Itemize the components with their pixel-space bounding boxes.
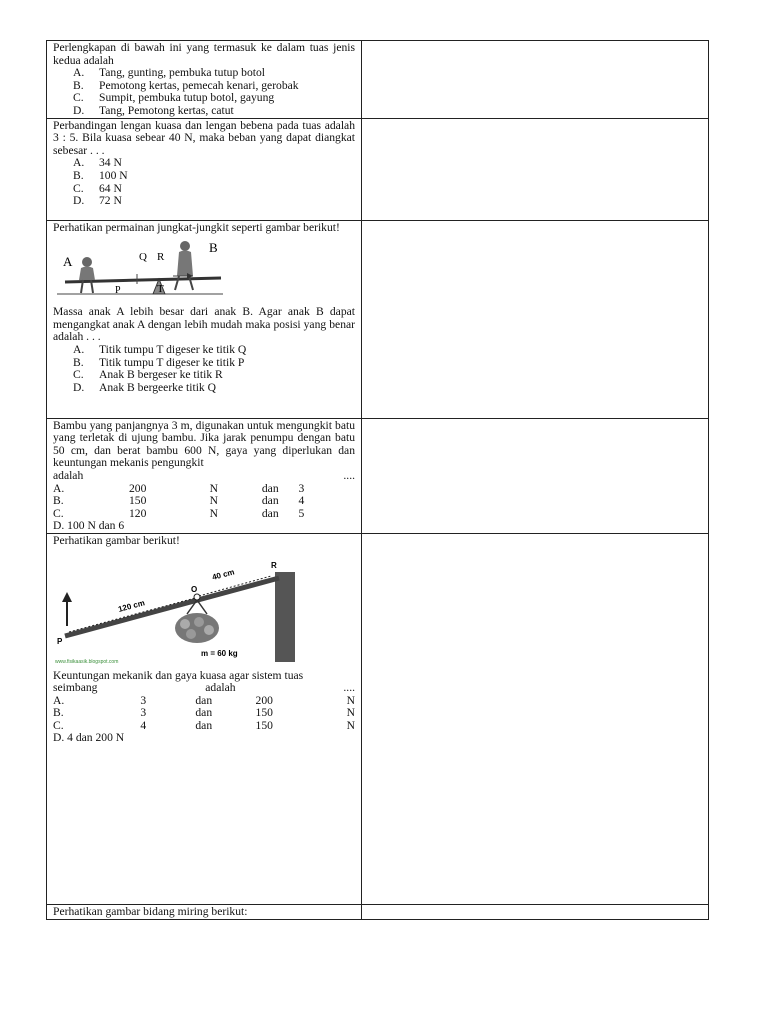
- question-stem-end: [53, 470, 355, 483]
- option-key: D.: [73, 380, 85, 394]
- answer-dots: ....: [343, 468, 355, 482]
- answer-cell[interactable]: [362, 533, 709, 904]
- question-cell: [47, 220, 362, 418]
- option-value: 150: [255, 706, 273, 720]
- mass-label: m = 60 kg: [201, 648, 238, 658]
- option-km: 5: [298, 506, 305, 520]
- option-item: [53, 707, 355, 720]
- answer-dots: ....: [343, 681, 355, 695]
- answer-cell[interactable]: [362, 220, 709, 418]
- option-text: Pemotong kertas, pemecah kenari, gerobak: [99, 78, 299, 92]
- option-text: Tang, gunting, pembuka tutup botol: [99, 66, 265, 80]
- answer-cell[interactable]: [362, 41, 709, 119]
- option-km: 3: [140, 693, 147, 707]
- option-key: B.: [73, 78, 84, 92]
- option-conj: dan: [195, 706, 213, 720]
- option-grid: [53, 483, 355, 533]
- label-r: R: [157, 251, 165, 264]
- option-km: 4: [298, 494, 305, 508]
- label-a: A: [63, 254, 73, 270]
- question-row-3: [47, 220, 709, 418]
- answer-cell[interactable]: [362, 904, 709, 919]
- option-value: 150: [255, 718, 273, 732]
- option-unit: N: [346, 706, 355, 720]
- option-key: A.: [53, 481, 65, 495]
- option-text: 64 N: [99, 181, 122, 195]
- option-list: [53, 157, 355, 207]
- option-text: 100 N: [99, 168, 128, 182]
- option-value: 200: [255, 693, 273, 707]
- option-value: 150: [129, 494, 147, 508]
- option-key: D.: [73, 103, 85, 117]
- question-cell: [47, 418, 362, 533]
- label-q: Q: [139, 251, 147, 264]
- option-item: [53, 382, 355, 395]
- option-conj: dan: [195, 693, 213, 707]
- option-item: [53, 195, 355, 208]
- question-cell: [47, 533, 362, 904]
- option-item: [53, 483, 355, 496]
- option-grid: [53, 695, 355, 745]
- label-r: R: [271, 560, 277, 570]
- label-t: T: [157, 283, 164, 296]
- question-stem: Bambu yang panjangnya 3 m, digunakan untuk mengungkit batu yang terletak di ujung bambu. Jika jarak penumpu dengan batu 50 cm, dan berat bambu 600 N, gaya yang diperlukan dan keuntungan mekanis pengungkit: [53, 418, 355, 470]
- option-km: 4: [140, 718, 147, 732]
- option-key: D.: [73, 194, 85, 208]
- option-key: C.: [73, 181, 84, 195]
- question-cell: [47, 41, 362, 119]
- question-stem: Massa anak A lebih besar dari anak B. Agar anak B dapat mengangkat anak A dengan lebih mudah maka posisi yang benar adalah . . .: [53, 305, 355, 344]
- option-text: 34 N: [99, 156, 122, 170]
- option-item: [53, 344, 355, 357]
- option-key: C.: [73, 368, 84, 382]
- watermark: www.fisikaasik.blogspot.com: [55, 658, 119, 664]
- option-km: 3: [140, 706, 147, 720]
- option-text: Titik tumpu T digeser ke titik P: [99, 355, 245, 369]
- option-conj: dan: [261, 494, 279, 508]
- option-item: [53, 105, 355, 118]
- option-key: B.: [73, 168, 84, 182]
- label-p: P: [115, 285, 121, 297]
- label-p: P: [57, 636, 63, 646]
- option-key: C.: [53, 718, 64, 732]
- option-unit: N: [209, 481, 218, 495]
- question-row-5: [47, 533, 709, 904]
- question-row-6: [47, 904, 709, 919]
- seesaw-figure: [53, 238, 225, 300]
- length-label-120: 120 cm: [117, 597, 146, 614]
- option-text: 72 N: [99, 194, 122, 208]
- question-row-4: [47, 418, 709, 533]
- label-b: B: [209, 240, 218, 256]
- question-cell: [47, 904, 362, 919]
- option-unit: N: [346, 718, 355, 732]
- option-text: Titik tumpu T digeser ke titik Q: [99, 342, 247, 356]
- question-stem: Perbandingan lengan kuasa dan lengan bebena pada tuas adalah 3 : 5. Bila kuasa sebear 40 N, maka beban yang dapat diangkat sebesar . . .: [53, 118, 355, 157]
- option-key: B.: [73, 355, 84, 369]
- question-cell: [47, 118, 362, 220]
- option-unit: N: [209, 494, 218, 508]
- option-km: 3: [298, 481, 305, 495]
- option-item: [53, 170, 355, 183]
- question-row-1: [47, 41, 709, 119]
- option-item: [53, 495, 355, 508]
- option-text: Anak B bergeerke titik Q: [99, 380, 216, 394]
- option-item-d: D. 100 N dan 6: [53, 519, 125, 533]
- option-text: Tang, Pemotong kertas, catut: [99, 103, 234, 117]
- question-intro: Perhatikan gambar bidang miring berikut:: [53, 904, 248, 918]
- option-conj: dan: [261, 506, 279, 520]
- option-key: A.: [73, 156, 85, 170]
- option-text: Sumpit, pembuka tutup botol, gayung: [99, 91, 275, 105]
- option-list: [53, 344, 355, 394]
- option-list: [53, 67, 355, 117]
- length-label-40: 40 cm: [211, 566, 236, 582]
- option-key: B.: [53, 706, 64, 720]
- option-conj: dan: [195, 718, 213, 732]
- question-stem-end: [53, 682, 355, 695]
- option-key: C.: [53, 506, 64, 520]
- option-item: [53, 67, 355, 80]
- option-unit: N: [209, 506, 218, 520]
- lever-figure: [53, 552, 301, 664]
- option-key: C.: [73, 91, 84, 105]
- question-stem: Perlengkapan di bawah ini yang termasuk ke dalam tuas jenis kedua adalah: [53, 41, 355, 67]
- stem-end-text: adalah: [53, 468, 84, 482]
- question-stem: Keuntungan mekanik dan gaya kuasa agar sistem tuas: [53, 668, 304, 682]
- answer-cell[interactable]: [362, 418, 709, 533]
- stem-word: seimbang: [53, 681, 98, 695]
- question-row-2: [47, 118, 709, 220]
- stem-word: adalah: [205, 681, 236, 695]
- option-item-d: D. 4 dan 200 N: [53, 731, 125, 745]
- option-conj: dan: [261, 481, 279, 495]
- question-table: [46, 40, 709, 920]
- option-key: A.: [53, 693, 65, 707]
- option-value: 120: [129, 506, 147, 520]
- option-key: A.: [73, 66, 85, 80]
- option-key: A.: [73, 342, 85, 356]
- answer-cell[interactable]: [362, 118, 709, 220]
- option-item: [53, 369, 355, 382]
- label-o: O: [191, 584, 198, 594]
- option-value: 200: [129, 481, 147, 495]
- question-intro: Perhatikan permainan jungkat-jungkit seperti gambar berikut!: [53, 220, 340, 234]
- option-unit: N: [346, 693, 355, 707]
- question-intro: Perhatikan gambar berikut!: [53, 533, 180, 547]
- option-text: Anak B bergeser ke titik R: [99, 368, 223, 382]
- option-key: B.: [53, 494, 64, 508]
